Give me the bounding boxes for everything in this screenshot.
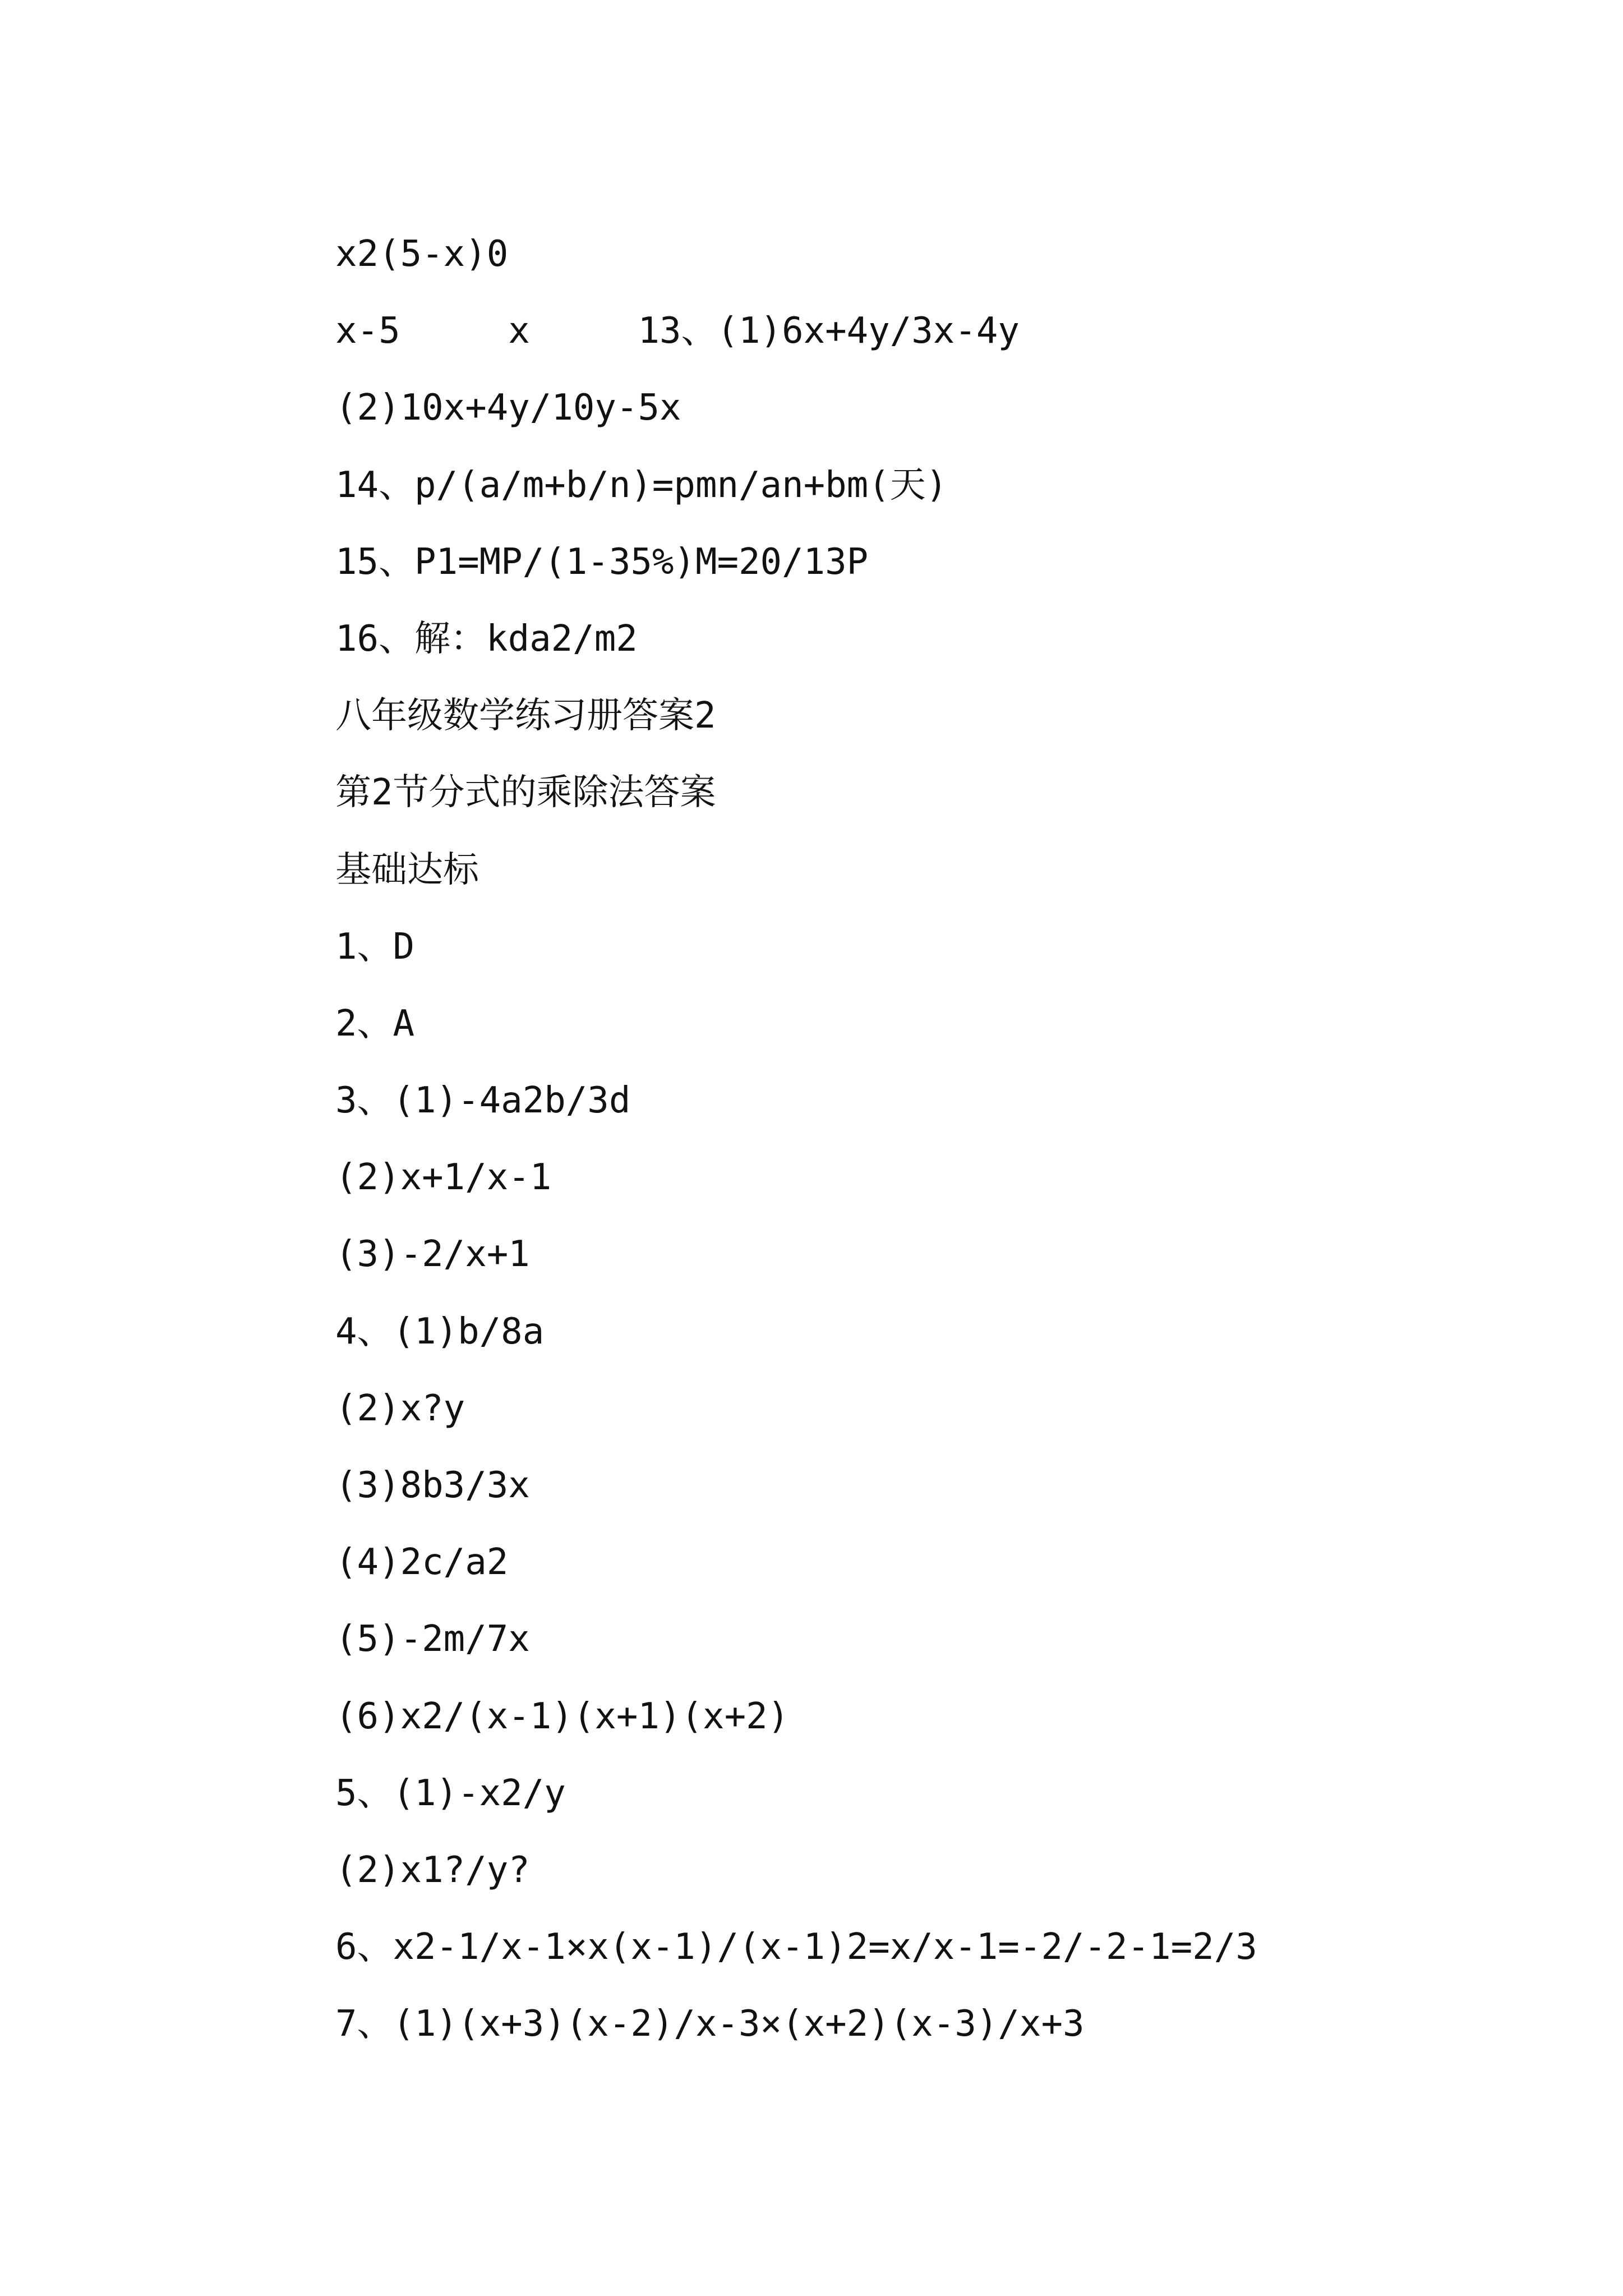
text-line: (2)x?y [335, 1387, 465, 1429]
text-line: 7、(1)(x+3)(x-2)/x-3×(x+2)(x-3)/x+3 [335, 2003, 1085, 2045]
text-line: 4、(1)b/8a [335, 1310, 545, 1352]
text-line: (5)-2m/7x [335, 1618, 530, 1660]
text-line: (3)-2/x+1 [335, 1234, 530, 1276]
section-heading: 八年级数学练习册答案2 [335, 695, 716, 737]
text-line: 16、解：kda2/m2 [335, 618, 638, 660]
section-heading: 基础达标 [335, 849, 479, 891]
text-line: 5、(1)-x2/y [335, 1772, 566, 1814]
text-line: (3)8b3/3x [335, 1465, 530, 1506]
text-line: 1、D [335, 926, 415, 968]
text-line: x2(5-x)0 [335, 233, 509, 275]
text-line: (2)10x+4y/10y-5x [335, 387, 681, 429]
section-heading: 第2节分式的乘除法答案 [335, 772, 716, 814]
text-line: (4)2c/a2 [335, 1542, 509, 1584]
text-line: (2)x+1/x-1 [335, 1157, 552, 1199]
document-body [335, 216, 1513, 2063]
text-line: 14、p/(a/m+b/n)=pmn/an+bm(天) [335, 464, 948, 506]
text-line: 2、A [335, 1002, 415, 1045]
text-line: 15、P1=MP/(1-35%)M=20/13P [335, 541, 869, 583]
text-line: 6、x2-1/x-1×x(x-1)/(x-1)2=x/x-1=-2/-2-1=2/3 [335, 1926, 1257, 1968]
text-line: (6)x2/(x-1)(x+1)(x+2) [335, 1695, 790, 1737]
text-line: 3、(1)-4a2b/3d [335, 1080, 631, 1122]
text-line: x-5 x 13、(1)6x+4y/3x-4y [335, 310, 1020, 352]
text-line: (2)x1?/y? [335, 1849, 530, 1891]
